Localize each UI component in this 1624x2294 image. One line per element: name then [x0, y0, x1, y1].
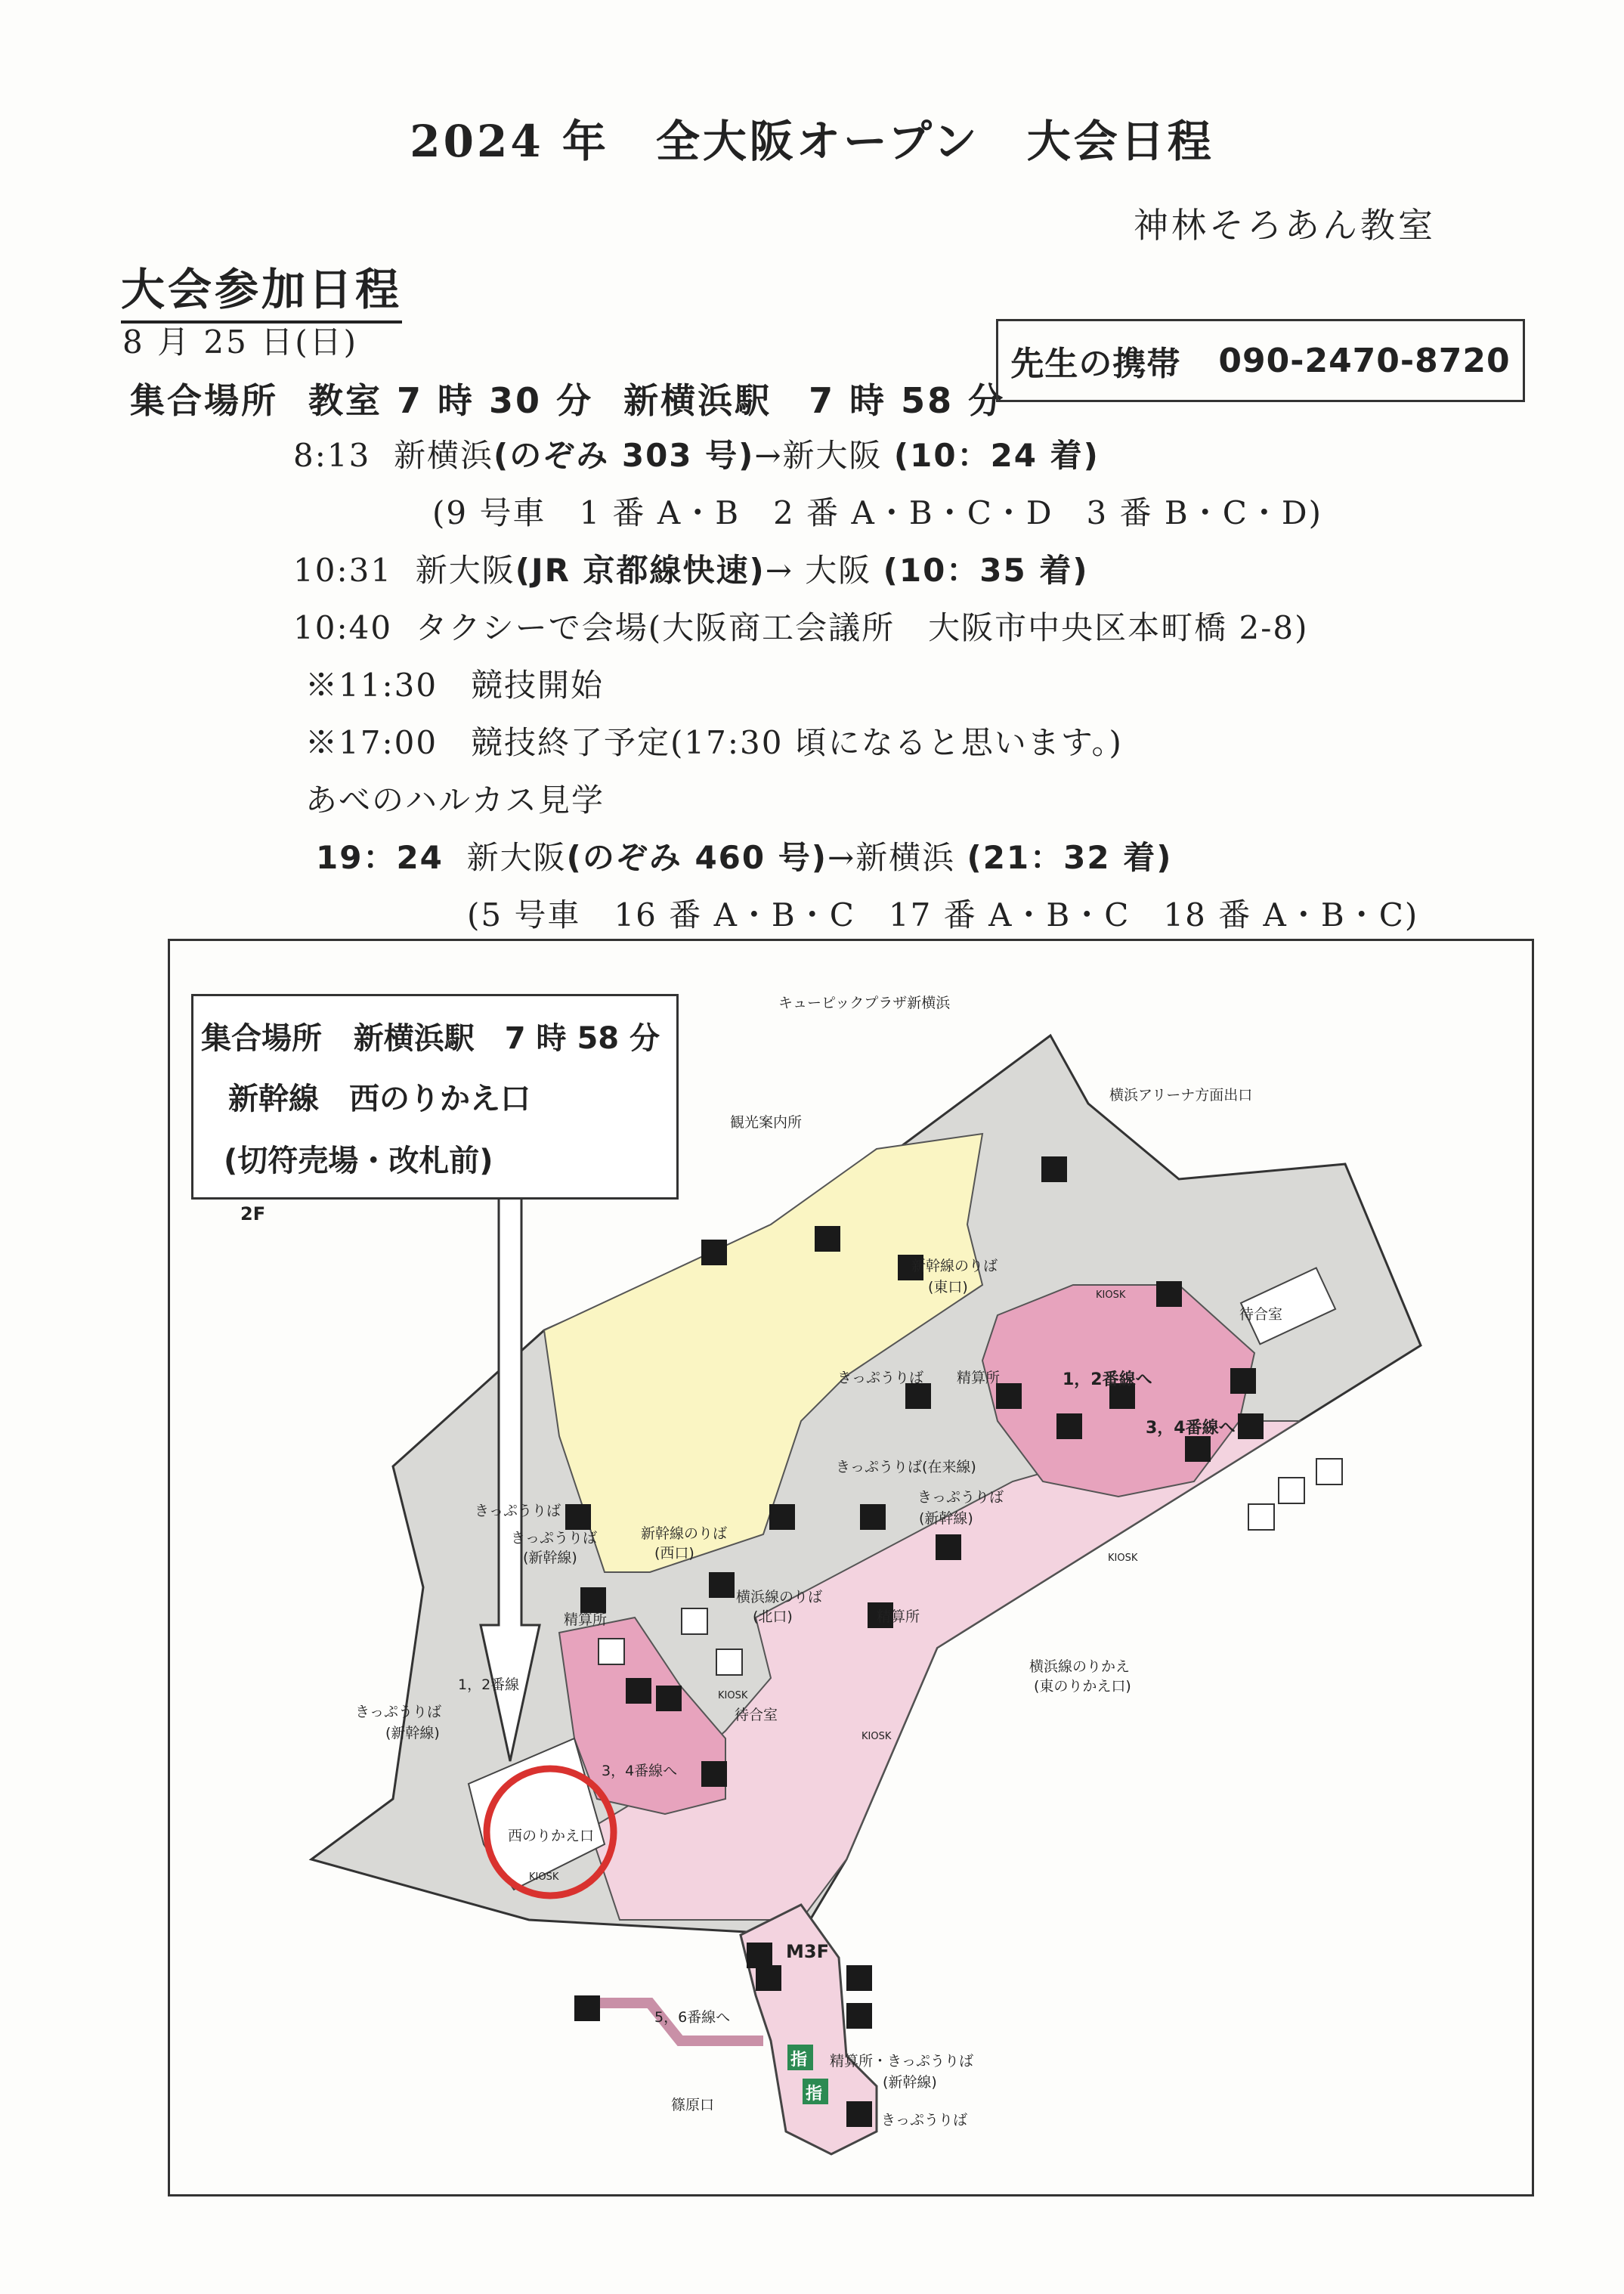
label-ticket-shink-c-sub: (新幹線): [385, 1725, 440, 1741]
line-text: →新大阪: [754, 437, 883, 474]
sign-shi-2: 指: [806, 2085, 823, 2104]
elevator-icon: [574, 1995, 600, 2021]
label-arena-exit: 横浜アリーナ方面出口: [1109, 1087, 1253, 1104]
arrival: (10：35 着): [883, 552, 1089, 589]
schedule-line-7: あべのハルカス見学: [305, 782, 605, 819]
label-track-34-b: 3，4番線へ: [602, 1763, 678, 1779]
label-track-12-b: 1，2番線: [458, 1676, 520, 1693]
escalator-icon: [769, 1504, 795, 1530]
ticket-icon: [996, 1383, 1022, 1409]
stairs-icon: [701, 1240, 727, 1265]
accessible-icon: [599, 1639, 624, 1664]
label-kiosk-5: KIOSK: [529, 1871, 559, 1883]
sign-shi-1: 指: [790, 2051, 808, 2070]
label-cubic-plaza: キューピックプラザ新横浜: [778, 995, 951, 1011]
floor-label-2f: 2F: [240, 1203, 266, 1224]
callout-line-1: [201, 1014, 660, 1057]
ticket-icon: [1185, 1436, 1211, 1462]
meeting-station: 新横浜駅 7 時 58 分: [623, 380, 1006, 421]
time: 8:13: [293, 437, 371, 474]
time: 10:40: [293, 609, 393, 646]
restroom-male-icon: [682, 1608, 707, 1634]
schedule-line-9: (5 号車 16 番 A・B・C 17 番 A・B・C 18 番 A・B・C): [467, 896, 1419, 933]
label-yokohama-east: 横浜線のりかえ: [1029, 1658, 1131, 1675]
label-track-12-a: 1，2番線へ: [1063, 1370, 1152, 1389]
label-tourist-info: 観光案内所: [730, 1114, 803, 1131]
label-track-34-a: 3，4番線へ: [1146, 1419, 1236, 1438]
section-title: 大会参加日程: [121, 254, 402, 324]
escalator-icon: [656, 1686, 682, 1711]
restroom-female-icon: [1248, 1504, 1274, 1530]
callout-line-3: (切符売場・改札前): [224, 1144, 493, 1178]
time: 19：24: [316, 839, 444, 876]
escalator-icon: [1156, 1281, 1182, 1307]
escalator-icon: [565, 1504, 591, 1530]
label-kiosk-3: KIOSK: [861, 1731, 892, 1742]
arrival: (21：32 着): [967, 839, 1173, 876]
label-ticket-shink-a: きっぷうりば: [917, 1489, 1004, 1506]
label-ticket-shink-b: きっぷうりば: [511, 1530, 598, 1546]
phone-label: 先生の携帯: [1010, 345, 1181, 383]
line-text: 新大阪: [466, 839, 567, 876]
label-ticket-3: きっぷうりば: [881, 2112, 968, 2128]
phone-number: 090-2470-8720: [1218, 341, 1511, 380]
label-west-transfer: 西のりかえ口: [508, 1828, 595, 1844]
label-fare-2: 精算所: [564, 1611, 608, 1628]
label-shinohara: 篠原口: [671, 2097, 715, 2113]
label-fare-ticket-sub: (新幹線): [883, 2074, 937, 2091]
label-ticket-2: きっぷうりば: [475, 1503, 561, 1519]
train-name: (のぞみ 460 号): [566, 839, 827, 876]
ticket-icon: [905, 1383, 931, 1409]
label-shinkansen-east-sub: (東口): [928, 1279, 968, 1296]
escalator-icon: [626, 1678, 651, 1704]
escalator-icon: [756, 1965, 781, 1991]
label-waiting-room-2: 待合室: [735, 1707, 778, 1723]
escalator-icon: [747, 1943, 772, 1968]
label-waiting-room-1: 待合室: [1239, 1306, 1283, 1323]
accessible-icon: [1316, 1459, 1342, 1484]
train-name: (JR 京都線快速): [515, 552, 766, 589]
label-kiosk-2: KIOSK: [718, 1690, 748, 1701]
event-date: 8 月 25 日(日): [122, 324, 358, 361]
schedule-line-6: ※17:00 競技終了予定(17:30 頃になると思います。): [305, 724, 1123, 761]
arrival: (10：24 着): [893, 437, 1100, 474]
label-ticket-shink-b-sub: (新幹線): [523, 1549, 577, 1566]
label-ticket-shink-a-sub: (新幹線): [919, 1510, 973, 1527]
callout-place: 新横浜駅 7 時 58 分: [353, 1021, 660, 1056]
label-shinkansen-west: 新幹線のりば: [641, 1525, 728, 1542]
escalator-icon: [1041, 1156, 1067, 1182]
callout-line-2: 新幹線 西のりかえ口: [228, 1082, 531, 1116]
label-kiosk-1: KIOSK: [1096, 1289, 1126, 1301]
train-name: (のぞみ 303 号): [493, 437, 755, 474]
escalator-icon: [815, 1226, 840, 1252]
escalator-icon: [846, 1965, 872, 1991]
meeting-label: 集合場所: [130, 380, 278, 421]
label-yokohama-east-sub: (東のりかえ口): [1034, 1678, 1131, 1695]
ticket-icon: [936, 1534, 961, 1560]
label-yokohama-north-sub: (北口): [753, 1608, 793, 1625]
schedule-line-2: (9 号車 1 番 A・B 2 番 A・B・C・D 3 番 B・C・D): [432, 494, 1322, 531]
ticket-icon: [846, 2101, 872, 2127]
time: 10:31: [293, 552, 393, 589]
line-text: 新大阪: [415, 552, 515, 589]
line-text: 新横浜: [394, 437, 494, 474]
escalator-icon: [1238, 1413, 1264, 1439]
callout-label: 集合場所: [201, 1021, 322, 1056]
schedule-line-5: ※11:30 競技開始: [305, 667, 605, 704]
label-fare-1: 精算所: [957, 1370, 1001, 1386]
label-ticket-1: きっぷうりば: [837, 1370, 924, 1386]
floor-label-m3f: M3F: [786, 1941, 829, 1962]
escalator-icon: [846, 2003, 872, 2029]
school-name: 神林そろあん教室: [1134, 205, 1436, 246]
restroom-female-icon: [716, 1649, 742, 1675]
escalator-icon: [1056, 1413, 1082, 1439]
meeting-callout: [191, 994, 679, 1200]
label-fare-3: 精算所: [877, 1608, 920, 1625]
label-yokohama-north: 横浜線のりば: [736, 1589, 823, 1605]
escalator-icon: [1230, 1368, 1256, 1394]
line-text: →新横浜: [827, 839, 956, 876]
label-track-56: 5，6番線へ: [654, 2009, 731, 2026]
meeting-classroom: 教室 7 時 30 分: [308, 380, 594, 421]
label-shinkansen-west-sub: (西口): [654, 1545, 694, 1562]
label-ticket-conv: きっぷうりば(在来線): [836, 1459, 976, 1475]
escalator-icon: [701, 1761, 727, 1787]
label-fare-ticket: 精算所・きっぷうりば: [830, 2053, 974, 2070]
label-ticket-shink-c: きっぷうりば: [355, 1704, 442, 1720]
restroom-male-icon: [1279, 1478, 1304, 1503]
ticket-icon: [860, 1504, 886, 1530]
label-kiosk-4: KIOSK: [1108, 1553, 1138, 1564]
label-shinkansen-east: 新幹線のりば: [911, 1258, 998, 1274]
page-title: 2024 年 全大阪オープン 大会日程: [410, 116, 1214, 167]
line-text: タクシーで会場(大阪商工会議所 大阪市中央区本町橋 2-8): [415, 609, 1309, 646]
line-text: → 大阪: [765, 552, 872, 589]
escalator-icon: [709, 1572, 735, 1598]
